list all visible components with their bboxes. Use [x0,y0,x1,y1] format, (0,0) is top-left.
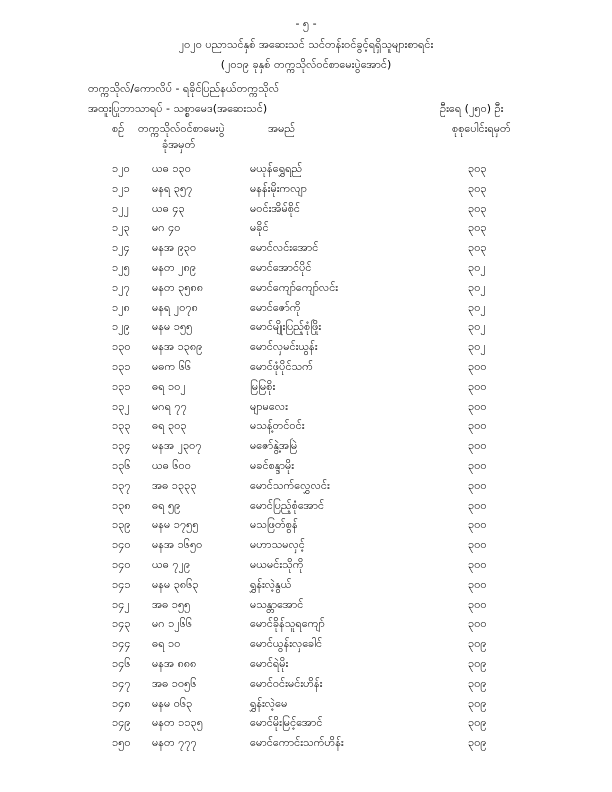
cell-roll: ယဓ ၇၂၉ [152,557,191,571]
cell-roll: မနတ ၁၁၃၅ [152,716,203,730]
cell-name: မောင်ယွန်းလှခေါင် [250,637,323,651]
cell-roll: မနအ ၂၃၀၇ [152,439,202,453]
document-subtitle: (၂၀၁၉ ခုနှစ် တက္ကသိုလ်ဝင်စာမေးပွဲအောင်) [220,58,392,71]
cell-name: မနန်းမိုးကလျာ [250,181,307,195]
table-row [0,635,612,655]
cell-roll: အဓ ၁၃၃၃ [152,478,197,492]
cell-marks: ၃၀၀ [468,439,487,453]
table-row [0,596,612,616]
cell-name: မဝင်းအိမ်စိုင် [250,201,301,215]
cell-marks: ၃၀၂ [468,340,486,354]
cell-name: မောင်ဝင်းမင်းဟိန်း [250,676,323,690]
cell-no: ၁၃၆ [112,458,131,472]
cell-name: မောင်သက်လွှေလင်း [250,478,330,492]
table-row [0,338,612,358]
cell-roll: ယဓ ၆၀၀ [152,458,191,472]
table-row [0,318,612,338]
cell-no: ၁၅၀ [112,736,131,750]
cell-marks: ၃၀၀ [468,577,487,591]
table-row [0,695,612,715]
table-row [0,259,612,279]
cell-marks: ၃၀၂ [468,260,486,274]
cell-name: မောင်ပြည့်စုံအောင် [250,498,325,512]
table-row [0,417,612,437]
cell-name: မြမြစိုး [250,379,276,393]
cell-no: ၁၂၇ [112,280,130,294]
cell-roll: မဂရ ၇၇ [152,399,187,413]
table-row [0,655,612,675]
cell-roll: မနတ ၂၈၉ [152,260,197,274]
table-row [0,497,612,517]
cell-marks: ၃၀၀ [468,458,487,472]
cell-roll: မနမ ၁၅၅ [152,320,193,334]
cell-name: မောင်ဇော်ကို [250,300,301,314]
cell-marks: ၃၀၀ [468,379,487,393]
cell-roll: မနအ ၁၆၅၀ [152,538,203,552]
cell-roll: မနအ ၁၃၈၉ [152,340,203,354]
cell-no: ၁၂၈ [112,300,130,314]
table-row [0,358,612,378]
cell-marks: ၃၀၀ [468,399,487,413]
cell-roll: ဓရ ၃၀၃ [152,419,187,433]
cell-roll: မနတ ၃၅၈၈ [152,280,204,294]
cell-no: ၁၄၄ [112,637,131,651]
cell-no: ၁၄၃ [112,617,131,631]
table-row [0,477,612,497]
table-row [0,180,612,200]
cell-roll: မဂ ၁၂၆၆ [152,617,193,631]
cell-marks: ၃၀၉ [468,736,487,750]
cell-roll: ဓရ ၅၉ [152,498,181,512]
cell-name: မယမင်းသိုကို [250,557,304,571]
cell-no: ၁၃၁ [112,379,131,393]
cell-roll: မဂ ၄၀ [152,221,181,235]
cell-no: ၁၂၂ [112,201,129,215]
cell-marks: ၃၀၂ [468,280,486,294]
cell-marks: ၃၀၀ [468,617,487,631]
cell-roll: မဓက ၆၆ [152,359,192,373]
cell-name: မောင်လှမင်းယွန်း [250,340,318,354]
table-row [0,457,612,477]
cell-roll: မနရ ၃၅၇ [152,181,193,195]
cell-marks: ၃၀၀ [468,538,487,552]
page-number: - ၅ - [295,17,317,30]
cell-name: မောင်ခိုန်သူရကျော် [250,617,325,631]
cell-name: မောင်လင်းအောင် [250,241,319,255]
cell-marks: ၃၀၃ [468,221,487,235]
cell-no: ၁၄၁ [112,577,131,591]
cell-name: မခင်စန္ဒာမိုး [250,458,295,472]
cell-no: ၁၂၁ [112,181,130,195]
table-row [0,556,612,576]
cell-marks: ၃၀၀ [468,478,487,492]
document-title: ၂၀၂၀ ပညာသင်နှစ် အဆေးသင် သင်တန်းဝင်ခွင့်ရရှိသူများစာရင်း [178,38,434,51]
cell-roll: အဓ ၁၀၅၆ [152,676,197,690]
university-line: တက္ကသိုလ်/ကောလိပ် - ရခိုင်ပြည်နယ်တက္ကသိုလ် [88,82,280,95]
cell-no: ၁၃၂ [112,399,130,413]
cell-no: ၁၃၀ [112,340,131,354]
table-row [0,576,612,596]
cell-name: မသန့်တင်ဝင်း [250,419,305,433]
cell-no: ၁၂၅ [112,260,130,274]
cell-marks: ၃၀၉ [468,696,487,710]
cell-marks: ၃၀၉ [468,676,487,690]
cell-no: ၁၂၃ [112,221,130,235]
cell-no: ၁၄၆ [112,656,131,670]
cell-roll: မနမ ၀၆၃ [152,696,193,710]
cell-no: ၁၃၁ [112,359,131,373]
cell-name: မျာမလေး [250,399,288,413]
cell-name: မခိုင် [250,221,269,235]
cell-name: မယုန်ရွှေရည် [250,162,303,175]
cell-marks: ၃၀၃ [468,162,487,175]
table-row [0,437,612,457]
cell-roll: မနမ ၁၇၅၅ [152,518,199,532]
cell-no: ၁၄၀ [112,538,131,552]
cell-marks: ၃၀၂ [468,320,486,334]
cell-marks: ၃၀၉ [468,716,487,730]
cell-roll: မနရ ၂၀၇၈ [152,300,198,314]
cell-no: ၁၄၂ [112,597,130,611]
cell-no: ၁၂၀ [112,162,130,175]
cell-name: မောင်ရဲမိုး [250,656,289,670]
cell-roll: ဓရ ၁၀၂ [152,379,186,393]
cell-marks: ၃၀၀ [468,518,487,532]
cell-name: မောင်အောင်ပိုင် [250,260,312,274]
cell-roll: အဓ ၁၅၅ [152,597,191,611]
table-row [0,239,612,259]
cell-no: ၁၄၇ [112,676,131,690]
cell-no: ၁၄၉ [112,716,131,730]
cell-name: မောင်မျိုးပြည့်စုံဖြိုး [250,320,322,334]
cell-roll: မနတ ၇၇၇ [152,736,197,750]
cell-marks: ၃၀၂ [468,300,486,314]
cell-roll: မနအ ၉၃၀ [152,241,197,255]
cell-no: ၁၃၉ [112,518,131,532]
header-roll: တက္ကသိုလ်ဝင်စာမေးပွဲ [138,122,225,135]
cell-roll: မနအ ၈၈၈ [152,656,197,670]
table-row [0,516,612,536]
cell-no: ၁၄၈ [112,696,131,710]
cell-roll: ယဓ ၄၃ [152,201,185,215]
cell-name: မဇော်နွဲ့အမြဲ [250,439,298,453]
header-name: အမည် [268,122,296,135]
table-row [0,200,612,220]
cell-marks: ၃၀၉ [468,656,487,670]
table-row [0,219,612,239]
quota-line: ဦးရေ (၂၅၀) ဦး [440,102,504,115]
cell-roll: မနမ ၃၈၆၃ [152,577,199,591]
cell-no: ၁၃၈ [112,498,131,512]
table-row [0,299,612,319]
cell-name: မောင်ကျော်ကျော်လင်း [250,280,339,294]
table-row [0,536,612,556]
table-row [0,160,612,180]
cell-name: မသဖြတ်စွန် [250,518,298,532]
cell-marks: ၃၀၀ [468,419,487,433]
cell-no: ၁၄၀ [112,557,131,571]
table-row [0,615,612,635]
cell-name: မဟာသမလှင့် [250,538,305,552]
cell-marks: ၃၀၀ [468,597,487,611]
header-no: စဉ် [112,122,125,135]
table-row [0,734,612,754]
cell-name: ရွှန်းလဲ့မေ [250,696,288,710]
cell-marks: ၃၀၃ [468,241,487,255]
cell-no: ၁၃၃ [112,419,131,433]
cell-name: မောင်မိုးမြင့်အောင် [250,716,323,730]
header-roll-sub: ခုံအမှတ် [162,138,196,151]
subject-line: အထူးပြုဘာသာရပ် - သစ္စာမေဒ(အဆေးသင်) [88,102,268,115]
table-row [0,675,612,695]
cell-marks: ၃၀၀ [468,498,487,512]
cell-marks: ၃၀၃ [468,201,487,215]
cell-no: ၁၂၉ [112,320,130,334]
cell-name: မသန္တာအောင် [250,597,304,611]
cell-marks: ၃၀၀ [468,557,487,571]
cell-roll: ဓရ ၁၀ [152,637,181,651]
table-row [0,378,612,398]
results-table [0,160,612,754]
cell-no: ၁၃၄ [112,439,131,453]
cell-name: ရွှန်းလဲ့နွယ် [250,577,292,591]
table-row [0,398,612,418]
cell-roll: ယဓ ၁၃၀ [152,162,191,175]
cell-marks: ၃၀၃ [468,181,487,195]
cell-no: ၁၃၇ [112,478,131,492]
cell-marks: ၃၀၀ [468,359,487,373]
cell-marks: ၃၀၉ [468,637,487,651]
cell-no: ၁၂၄ [112,241,130,255]
cell-name: မောင်ကောင်းသက်ဟိန်း [250,736,344,750]
header-marks: စုစုပေါင်းရမှတ် [452,122,511,135]
cell-name: မောင်ဖုံပိုင်သက် [250,359,313,373]
table-row [0,714,612,734]
table-row [0,279,612,299]
